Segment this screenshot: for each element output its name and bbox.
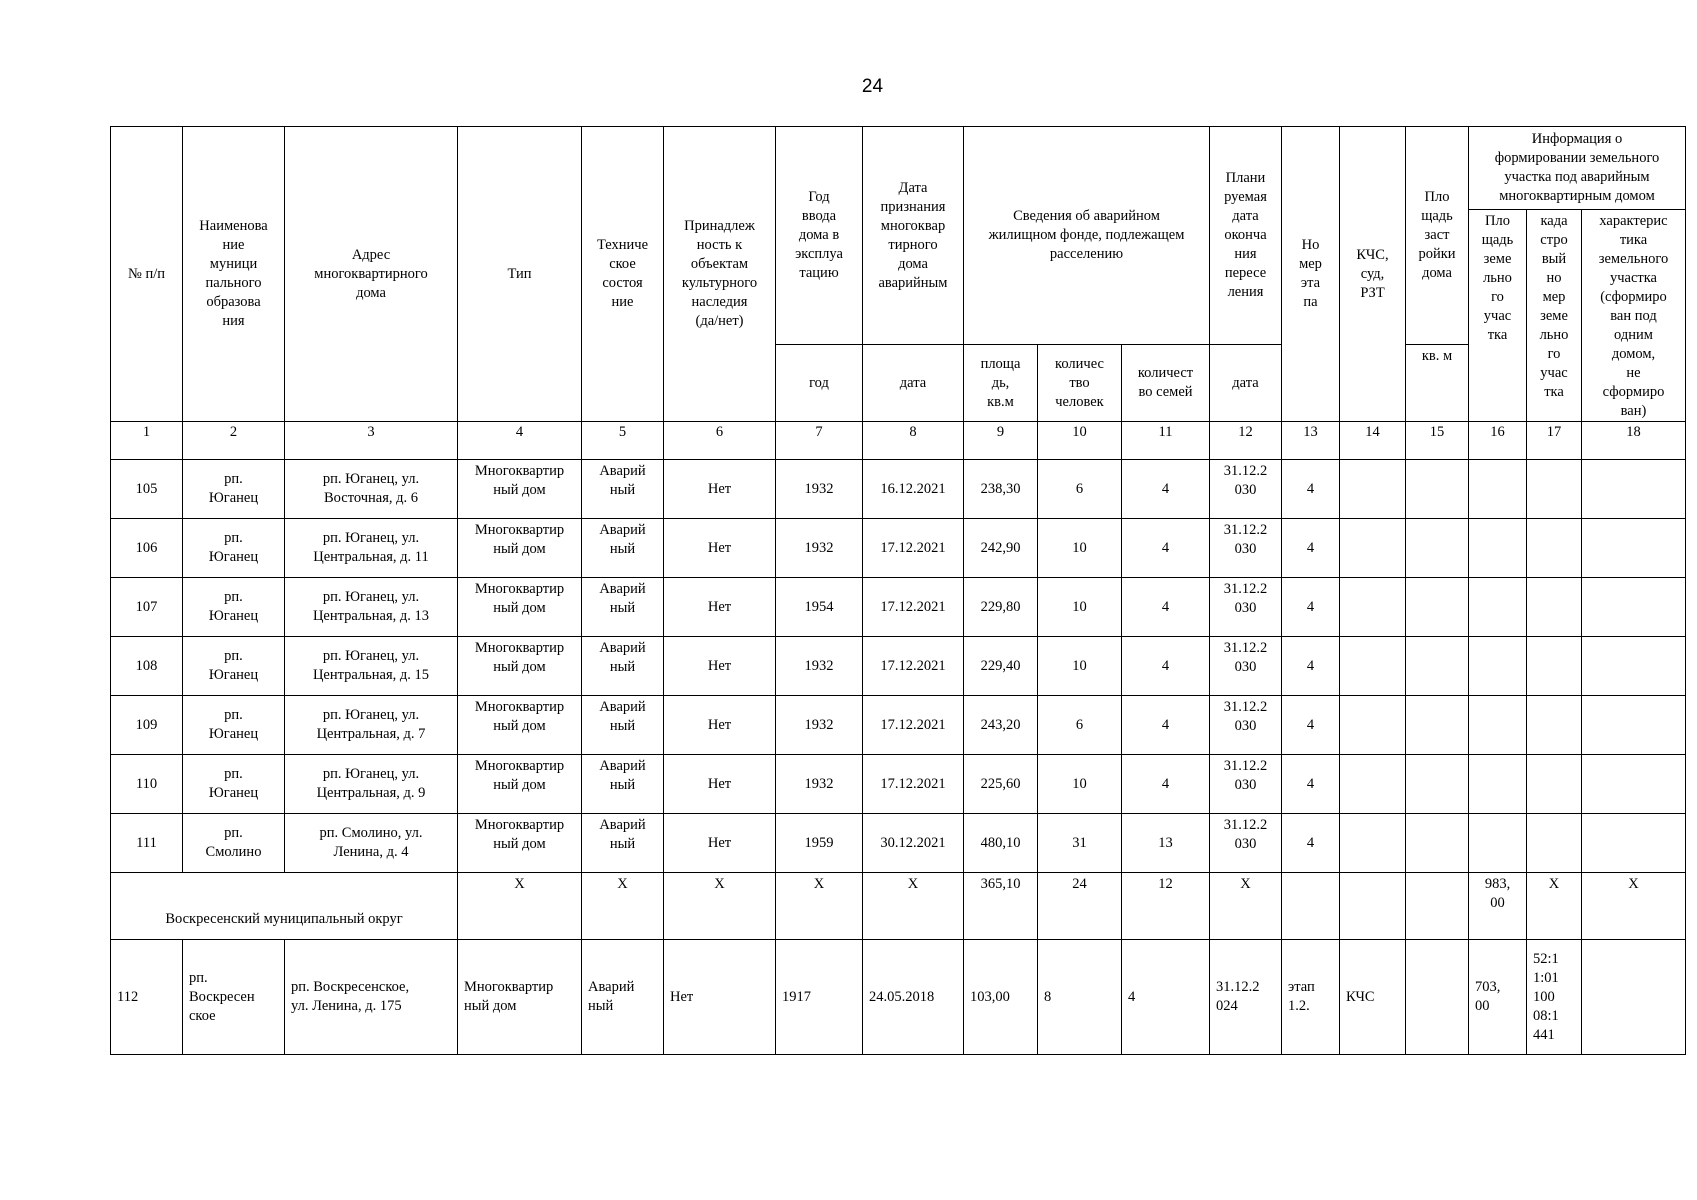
row-cadastral <box>1527 460 1582 519</box>
row-land-area <box>1469 460 1527 519</box>
row-municipality: рп. Юганец <box>183 696 285 755</box>
row-land-characteristic <box>1582 637 1686 696</box>
row-land-area <box>1469 755 1527 814</box>
unit-families: количест во семей <box>1122 345 1210 422</box>
row-stage: 4 <box>1282 460 1340 519</box>
col-index: 8 <box>863 422 964 460</box>
row-people: 8 <box>1038 940 1122 1055</box>
row-cadastral <box>1527 637 1582 696</box>
unit-area: площа дь, кв.м <box>964 345 1038 422</box>
col-index: 2 <box>183 422 285 460</box>
row-people: 6 <box>1038 696 1122 755</box>
row-cadastral <box>1527 519 1582 578</box>
col-index: 13 <box>1282 422 1340 460</box>
row-kchs <box>1340 755 1406 814</box>
row-year: 1932 <box>776 755 863 814</box>
row-number: 105 <box>111 460 183 519</box>
header-kchs: КЧС, суд, РЗТ <box>1340 127 1406 422</box>
row-kchs <box>1340 519 1406 578</box>
row-kchs <box>1340 637 1406 696</box>
unit-people: количес тво человек <box>1038 345 1122 422</box>
col-index: 14 <box>1340 422 1406 460</box>
row-land-area <box>1469 519 1527 578</box>
row-area: 243,20 <box>964 696 1038 755</box>
row-plan-date: 31.12.2 030 <box>1210 696 1282 755</box>
summary-cell: X <box>582 873 664 940</box>
header-number: № п/п <box>111 127 183 422</box>
row-area: 225,60 <box>964 755 1038 814</box>
summary-people: 24 <box>1038 873 1122 940</box>
row-stage: 4 <box>1282 637 1340 696</box>
row-area: 229,40 <box>964 637 1038 696</box>
row-people: 10 <box>1038 637 1122 696</box>
header-tech-state: Техниче ское состоя ние <box>582 127 664 422</box>
row-build-area <box>1406 519 1469 578</box>
row-stage: этап 1.2. <box>1282 940 1340 1055</box>
table-row <box>111 519 1686 578</box>
row-land-characteristic <box>1582 814 1686 873</box>
row-state: Аварий ный <box>582 578 664 637</box>
row-land-area <box>1469 696 1527 755</box>
header-housing-info: Сведения об аварийном жилищном фонде, подлежащем расселению <box>964 127 1210 345</box>
row-type: Многоквартир ный дом <box>458 814 582 873</box>
row-address: рп. Смолино, ул. Ленина, д. 4 <box>285 814 458 873</box>
summary-cell: X <box>863 873 964 940</box>
row-area: 480,10 <box>964 814 1038 873</box>
row-heritage: Нет <box>664 637 776 696</box>
row-type: Многоквартир ный дом <box>458 755 582 814</box>
col-index: 10 <box>1038 422 1122 460</box>
row-municipality: рп. Смолино <box>183 814 285 873</box>
row-number: 111 <box>111 814 183 873</box>
table-row <box>111 940 1686 1055</box>
summary-row <box>111 873 1686 940</box>
row-municipality: рп. Юганец <box>183 578 285 637</box>
row-municipality: рп. Юганец <box>183 460 285 519</box>
row-cadastral <box>1527 814 1582 873</box>
row-type: Многоквартир ный дом <box>458 940 582 1055</box>
row-families: 4 <box>1122 637 1210 696</box>
row-land-area <box>1469 637 1527 696</box>
summary-cell: X <box>1527 873 1582 940</box>
row-cadastral <box>1527 696 1582 755</box>
row-year: 1932 <box>776 460 863 519</box>
row-number: 106 <box>111 519 183 578</box>
row-build-area <box>1406 814 1469 873</box>
row-land-area: 703, 00 <box>1469 940 1527 1055</box>
row-year: 1932 <box>776 696 863 755</box>
row-build-area <box>1406 940 1469 1055</box>
row-type: Многоквартир ный дом <box>458 578 582 637</box>
header-recognition-date: Дата признания многоквар тирного дома аварийным <box>863 127 964 345</box>
header-cadastral: када стро вый но мер земе льно го учас тка <box>1527 210 1582 422</box>
row-kchs <box>1340 696 1406 755</box>
row-build-area <box>1406 696 1469 755</box>
row-land-area <box>1469 578 1527 637</box>
row-people: 10 <box>1038 578 1122 637</box>
col-index: 6 <box>664 422 776 460</box>
summary-name: Воскресенский муниципальный округ <box>111 873 458 940</box>
row-address: рп. Воскресенское, ул. Ленина, д. 175 <box>285 940 458 1055</box>
row-families: 4 <box>1122 940 1210 1055</box>
row-state: Аварий ный <box>582 637 664 696</box>
row-year: 1932 <box>776 519 863 578</box>
row-municipality: рп. Юганец <box>183 519 285 578</box>
col-index: 12 <box>1210 422 1282 460</box>
row-cadastral <box>1527 578 1582 637</box>
row-land-characteristic <box>1582 460 1686 519</box>
col-index: 18 <box>1582 422 1686 460</box>
summary-cell <box>1340 873 1406 940</box>
row-stage: 4 <box>1282 519 1340 578</box>
row-date: 16.12.2021 <box>863 460 964 519</box>
header-heritage: Принадлеж ность к объектам культурного наследия (да/нет) <box>664 127 776 422</box>
row-stage: 4 <box>1282 578 1340 637</box>
row-land-area <box>1469 814 1527 873</box>
row-heritage: Нет <box>664 519 776 578</box>
summary-cell: X <box>1582 873 1686 940</box>
row-type: Многоквартир ный дом <box>458 519 582 578</box>
header-land-characteristic: характерис тика земельного участка (сформиро ван под одним домом, не сформиро ван) <box>1582 210 1686 422</box>
row-people: 6 <box>1038 460 1122 519</box>
row-land-characteristic <box>1582 696 1686 755</box>
row-type: Многоквартир ный дом <box>458 696 582 755</box>
row-people: 10 <box>1038 519 1122 578</box>
row-kchs: КЧС <box>1340 940 1406 1055</box>
row-plan-date: 31.12.2 030 <box>1210 460 1282 519</box>
row-heritage: Нет <box>664 696 776 755</box>
row-plan-date: 31.12.2 030 <box>1210 637 1282 696</box>
row-year: 1959 <box>776 814 863 873</box>
row-land-characteristic <box>1582 755 1686 814</box>
header-type: Тип <box>458 127 582 422</box>
row-build-area <box>1406 637 1469 696</box>
row-date: 24.05.2018 <box>863 940 964 1055</box>
col-index: 5 <box>582 422 664 460</box>
summary-land-area: 983, 00 <box>1469 873 1527 940</box>
row-families: 4 <box>1122 519 1210 578</box>
row-land-characteristic <box>1582 578 1686 637</box>
header-row-top <box>111 127 1686 210</box>
row-state: Аварий ный <box>582 696 664 755</box>
header-build-area: Пло щадь заст ройки дома <box>1406 127 1469 345</box>
page-number: 24 <box>861 76 884 97</box>
row-plan-date: 31.12.2 030 <box>1210 578 1282 637</box>
row-land-characteristic <box>1582 519 1686 578</box>
row-date: 17.12.2021 <box>863 637 964 696</box>
summary-cell: X <box>664 873 776 940</box>
row-type: Многоквартир ный дом <box>458 460 582 519</box>
row-land-characteristic <box>1582 940 1686 1055</box>
row-area: 238,30 <box>964 460 1038 519</box>
row-families: 4 <box>1122 578 1210 637</box>
row-state: Аварий ный <box>582 519 664 578</box>
emergency-housing-table <box>110 126 1686 1055</box>
row-address: рп. Юганец, ул. Центральная, д. 15 <box>285 637 458 696</box>
header-land-info: Информация о формировании земельного участка под аварийным многоквартирным домом <box>1469 127 1686 210</box>
col-index: 17 <box>1527 422 1582 460</box>
row-kchs <box>1340 814 1406 873</box>
header-municipality: Наименова ние муници пального образова ния <box>183 127 285 422</box>
row-number: 109 <box>111 696 183 755</box>
row-stage: 4 <box>1282 755 1340 814</box>
row-date: 30.12.2021 <box>863 814 964 873</box>
row-build-area <box>1406 460 1469 519</box>
col-index: 7 <box>776 422 863 460</box>
row-families: 4 <box>1122 696 1210 755</box>
row-municipality: рп. Юганец <box>183 637 285 696</box>
data-rows <box>111 460 1686 873</box>
row-address: рп. Юганец, ул. Центральная, д. 11 <box>285 519 458 578</box>
row-kchs <box>1340 460 1406 519</box>
header-year: Год ввода дома в эксплуа тацию <box>776 127 863 345</box>
row-address: рп. Юганец, ул. Центральная, д. 7 <box>285 696 458 755</box>
col-index: 16 <box>1469 422 1527 460</box>
summary-cell <box>1406 873 1469 940</box>
row-area: 242,90 <box>964 519 1038 578</box>
row-families: 4 <box>1122 755 1210 814</box>
row-area: 229,80 <box>964 578 1038 637</box>
row-state: Аварий ный <box>582 814 664 873</box>
summary-cell: X <box>776 873 863 940</box>
row-heritage: Нет <box>664 940 776 1055</box>
table-row <box>111 460 1686 519</box>
table-row <box>111 696 1686 755</box>
row-address: рп. Юганец, ул. Центральная, д. 9 <box>285 755 458 814</box>
row-cadastral: 52:1 1:01 100 08:1 441 <box>1527 940 1582 1055</box>
row-state: Аварий ный <box>582 755 664 814</box>
row-address: рп. Юганец, ул. Центральная, д. 13 <box>285 578 458 637</box>
row-date: 17.12.2021 <box>863 755 964 814</box>
unit-date: дата <box>863 345 964 422</box>
row-date: 17.12.2021 <box>863 519 964 578</box>
row-date: 17.12.2021 <box>863 696 964 755</box>
row-stage: 4 <box>1282 814 1340 873</box>
row-municipality: рп. Юганец <box>183 755 285 814</box>
row-families: 13 <box>1122 814 1210 873</box>
summary-cell <box>1282 873 1340 940</box>
row-state: Аварий ный <box>582 460 664 519</box>
row-cadastral <box>1527 755 1582 814</box>
row-people: 31 <box>1038 814 1122 873</box>
header-land-area: Пло щадь земе льно го учас тка <box>1469 210 1527 422</box>
col-index: 4 <box>458 422 582 460</box>
row-plan-date: 31.12.2 030 <box>1210 519 1282 578</box>
summary-cell: X <box>458 873 582 940</box>
row-number: 108 <box>111 637 183 696</box>
row-area: 103,00 <box>964 940 1038 1055</box>
table-row <box>111 637 1686 696</box>
row-families: 4 <box>1122 460 1210 519</box>
row-type: Многоквартир ный дом <box>458 637 582 696</box>
row-plan-date: 31.12.2 030 <box>1210 755 1282 814</box>
col-index: 1 <box>111 422 183 460</box>
col-index: 3 <box>285 422 458 460</box>
row-heritage: Нет <box>664 460 776 519</box>
row-year: 1954 <box>776 578 863 637</box>
row-people: 10 <box>1038 755 1122 814</box>
summary-area: 365,10 <box>964 873 1038 940</box>
row-year: 1917 <box>776 940 863 1055</box>
row-stage: 4 <box>1282 696 1340 755</box>
col-index: 9 <box>964 422 1038 460</box>
row-number: 112 <box>111 940 183 1055</box>
row-heritage: Нет <box>664 814 776 873</box>
column-index-row <box>111 422 1686 460</box>
unit-build-area: кв. м <box>1406 345 1469 422</box>
row-kchs <box>1340 578 1406 637</box>
row-plan-date: 31.12.2 024 <box>1210 940 1282 1055</box>
summary-cell: X <box>1210 873 1282 940</box>
table-row <box>111 755 1686 814</box>
row-build-area <box>1406 755 1469 814</box>
row-state: Аварий ный <box>582 940 664 1055</box>
row-heritage: Нет <box>664 578 776 637</box>
col-index: 11 <box>1122 422 1210 460</box>
row-number: 110 <box>111 755 183 814</box>
row-plan-date: 31.12.2 030 <box>1210 814 1282 873</box>
row-number: 107 <box>111 578 183 637</box>
header-stage: Но мер эта па <box>1282 127 1340 422</box>
header-address: Адрес многоквартирного дома <box>285 127 458 422</box>
row-build-area <box>1406 578 1469 637</box>
table-row <box>111 814 1686 873</box>
row-date: 17.12.2021 <box>863 578 964 637</box>
row-heritage: Нет <box>664 755 776 814</box>
row-municipality: рп. Воскресен ское <box>183 940 285 1055</box>
unit-plan-date: дата <box>1210 345 1282 422</box>
table-row <box>111 578 1686 637</box>
header-planned-date: Плани руемая дата оконча ния пересе ления <box>1210 127 1282 345</box>
summary-families: 12 <box>1122 873 1210 940</box>
row-year: 1932 <box>776 637 863 696</box>
col-index: 15 <box>1406 422 1469 460</box>
row-address: рп. Юганец, ул. Восточная, д. 6 <box>285 460 458 519</box>
unit-year: год <box>776 345 863 422</box>
